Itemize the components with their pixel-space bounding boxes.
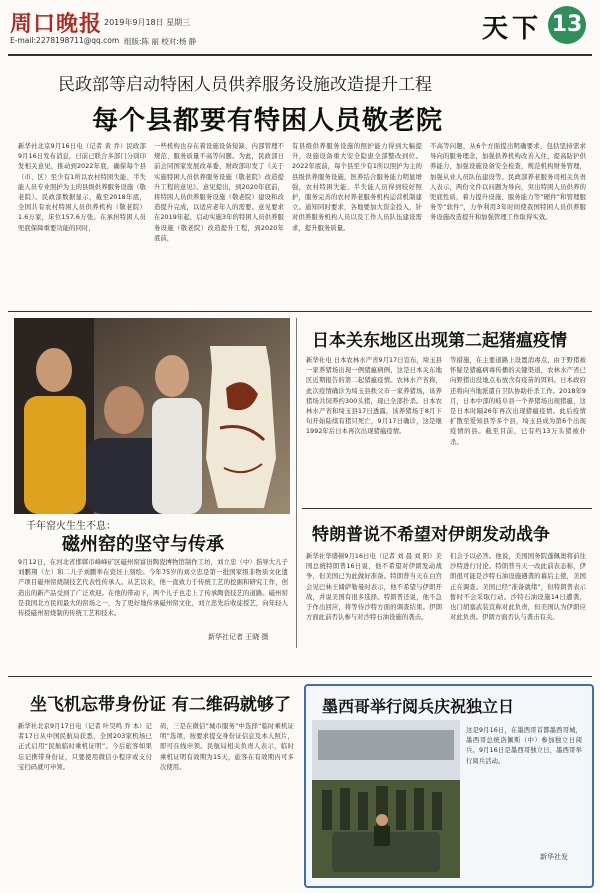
- japan-story-column-1: 新华社电 日本农林水产省9月17日宣布，埼玉县一家养猪场出现一例猪瘟病例，这是日本关东地区近期报告的第二起猪瘟疫情。农林水产省称，此次疫情确诊为埼玉县秩父市一家养猪场，该养猪场共饲养约300头猪，现已全部扑杀。日本农林水产省和埼玉县17日透露，该养猪场于8月下旬开始陆续有猪只死亡，9月17日确诊，这是继1992年后日本再次出现猪瘟疫情。: [306, 357, 442, 436]
- masthead-rule: [8, 54, 592, 56]
- trump-story-column-1: 新华社华盛顿9月16日电（记者 刘 晨 刘 阳）美国总统特朗普16日说，他不希望对伊朗发动战争，但美国已为此做好准备。特朗普当天在白宫会见巴林王储萨勒曼时表示，他不希望与伊朗开战，并说美国有很多选择。特朗普还说，他不急于作出回应，将等待沙特方面的调查结果。伊朗方面此前否认参与对沙特石油设施的袭击。: [306, 553, 442, 622]
- middle-bottom-rule: [8, 676, 592, 677]
- masthead: [0, 0, 600, 66]
- section-title: 天下: [482, 14, 543, 44]
- page-number-badge: 13: [548, 6, 586, 44]
- mexico-story-title: 墨西哥举行阅兵庆祝独立日: [322, 697, 515, 716]
- column-divider: [296, 318, 297, 648]
- photo-story-body: 9月12日，在河北省邯郸市峰峰矿区磁州窑富田陶瓷博物馆制作工坊，刘立忠（中）指导大儿子刘鹏翔（左）和二儿子刘鹏举在瓷坯上刻绘。今年75岁的刘立忠是第一批国家级非物质文化遗产项目磁州窑烧制技艺代表性传承人。从艺以来，他一直致力于传统工艺的挖掘和研究工作，创造出的新产品受到了广泛欢迎。在他的带动下，两个儿子也走上了传承陶瓷技艺的道路。磁州窑是我国北方民间最大的窑场之一，为了更好地传承磁州窑文化，刘立忠先后收徒授艺，向年轻人传授磁州窑烧制的传统工艺和技术。: [18, 559, 288, 618]
- kiln-workers-illustration: [14, 318, 290, 514]
- masthead-editor: 组版:陈 丽 校对:杨 静: [124, 37, 197, 46]
- mexico-story-body: 这是9月16日，在墨西哥首都墨西哥城，墨西哥总统洛佩斯（中）参加独立日阅兵。9月16日是墨西哥独立日，墨西哥举行阅兵活动。: [466, 727, 582, 765]
- mexico-story-byline: 新华社发: [540, 853, 568, 861]
- photo-caption-kicker: 千年窑火生生不息：: [26, 521, 116, 532]
- id-story-column-2: 码，三是在微信“城市服务”中选择“临时乘机证明”选项，按要求提交身份证信息及本人照片，即可在线申领。民航局相关负责人表示，临时乘机证明有效期为15天，旅客在有效期内可多次使用。: [160, 723, 294, 771]
- story1-title: 每个县都要有特困人员敬老院: [92, 106, 444, 136]
- story1-column-1: 新华社北京9月16日电（记者 黄 乔）民政部9月16日发布消息，日前已联合多部门分别印发相关意见，推动到2022年底，确保每个县（市、区）至少有1所以农村特困失能、半失能人员专业照护为主的县级供养服务设施（敬老院）。民政部数据显示，截至2018年底，全国共有农村特困人员供养机构（敬老院）1.6万家，床位157.6万张。在承担特困人员兜底保障重要功能的同时，: [18, 143, 146, 232]
- story1-column-2: 一些机构也存在着设施设备短缺、内部管理不规范、服务质量不高等问题。为此，民政部日前会同国家发展改革委、财政部印发了《关于实施特困人员供养服务设施（敬老院）改造提升工程的意见》。意见提出，到2020年底前，将特困人员供养服务设施（敬老院）建设和改造提升完成，以适应老年人的需要。意见要求在2019年起，启动实施3年的特困人员供养服务设施（敬老院）改造提升工程，到2020年底前，: [154, 143, 284, 242]
- photo-story-byline: 新华社记者 王晓 摄: [208, 633, 269, 641]
- id-story-column-1: 新华社北京9月17日电（记者 叶昊鸣 乔 本）记者17日从中国民航局获悉，全国203家机场已正式启用“民航临时乘机证明”。今后旅客如果忘记携带身份证，只要使用微信小程序或支付宝扫码就可申领。: [18, 723, 152, 771]
- military-parade-photo: [312, 720, 460, 878]
- story1-bottom-rule: [8, 311, 592, 312]
- masthead-date: 2019年9月18日 星期三: [104, 18, 191, 27]
- kiln-workers-photo: [14, 318, 290, 514]
- japan-story-column-2: 等措施，在主要道路上设置消毒点，由于野猪被怀疑是猪瘟病毒传播的关键渠道，农林水产省已向野猪出没地点布放含有疫苗的饵料。日本政府还将向当地派遣自卫队协助扑杀工作。2018年9月，日本中部的岐阜县一个养猪场出现猪瘟，这是日本时隔26年再次出现猪瘟疫情。此后疫情扩散至爱知县等多个县，埼玉县成为第6个出现疫情的县。截至目前，已有约13万头猪被扑杀。: [450, 357, 586, 446]
- id-story-title: 坐飞机忘带身份证 有二维码就够了: [30, 695, 291, 715]
- trump-story-title: 特朗普说不希望对伊朗发动战争: [312, 525, 550, 545]
- story1-column-3: 有县级供养服务设施的照护能力得到大幅提升，设施设备重大安全隐患全部整改到位。2022年底前，每个县至少有1所以照护为主的县级供养服务设施，医养结合服务能力明显增强，农村特困失能、半失能人员得到较好照护，服务完善的农村养老服务机构运营机制建立。通知同时要求，各地要加大资金投入，针对供养服务机构人员以及工作人员队伍建设需求，提升服务质量。: [292, 143, 422, 232]
- story1-kicker: 民政部等启动特困人员供养服务设施改造提升工程: [58, 75, 432, 95]
- japan-story-title: 日本关东地区出现第二起猪瘟疫情: [312, 331, 567, 351]
- japan-story-bottom-rule: [302, 508, 592, 509]
- masthead-email: E-mail:2278198711@qq.com: [10, 36, 120, 45]
- photo-story-title: 磁州窑的坚守与传承: [62, 534, 224, 555]
- story1-column-4: 不高等问题，从6个方面提出明确要求，包括坚持需求导向的服务理念，加强供养机构改善入住，提高防护供养能力，加强设施设备安全检查，规范机构财务管理，加强从业人员队伍建设等。民政部养老服务司相关负责人表示，两份文件以问题为导向，突出特困人员供养的兜底性质，着力提升设施、服务能力等“硬件”和管理服务等“软件”，力争利用3年时间使我国特困人员供养服务设施改造提升和加强管理工作取得实效。: [430, 143, 586, 222]
- trump-story-column-2: 们会予以必答。他说，美国国务院蓬佩奥将前往沙特进行讨论。特朗普当天一改此前表态称，伊朗很可能是沙特石油设施遇袭的幕后主使，美国正在调查。美国已经“准备就绪”，但特朗普表示暂时不会采取行动。沙特石油设施14日遭袭，也门胡塞武装宣称对此负责，但美国认为伊朗应对此负责。伊朗方面否认与袭击有关。: [450, 553, 586, 622]
- military-parade-illustration: [312, 720, 460, 878]
- newspaper-logo: 周口晚报: [10, 11, 103, 37]
